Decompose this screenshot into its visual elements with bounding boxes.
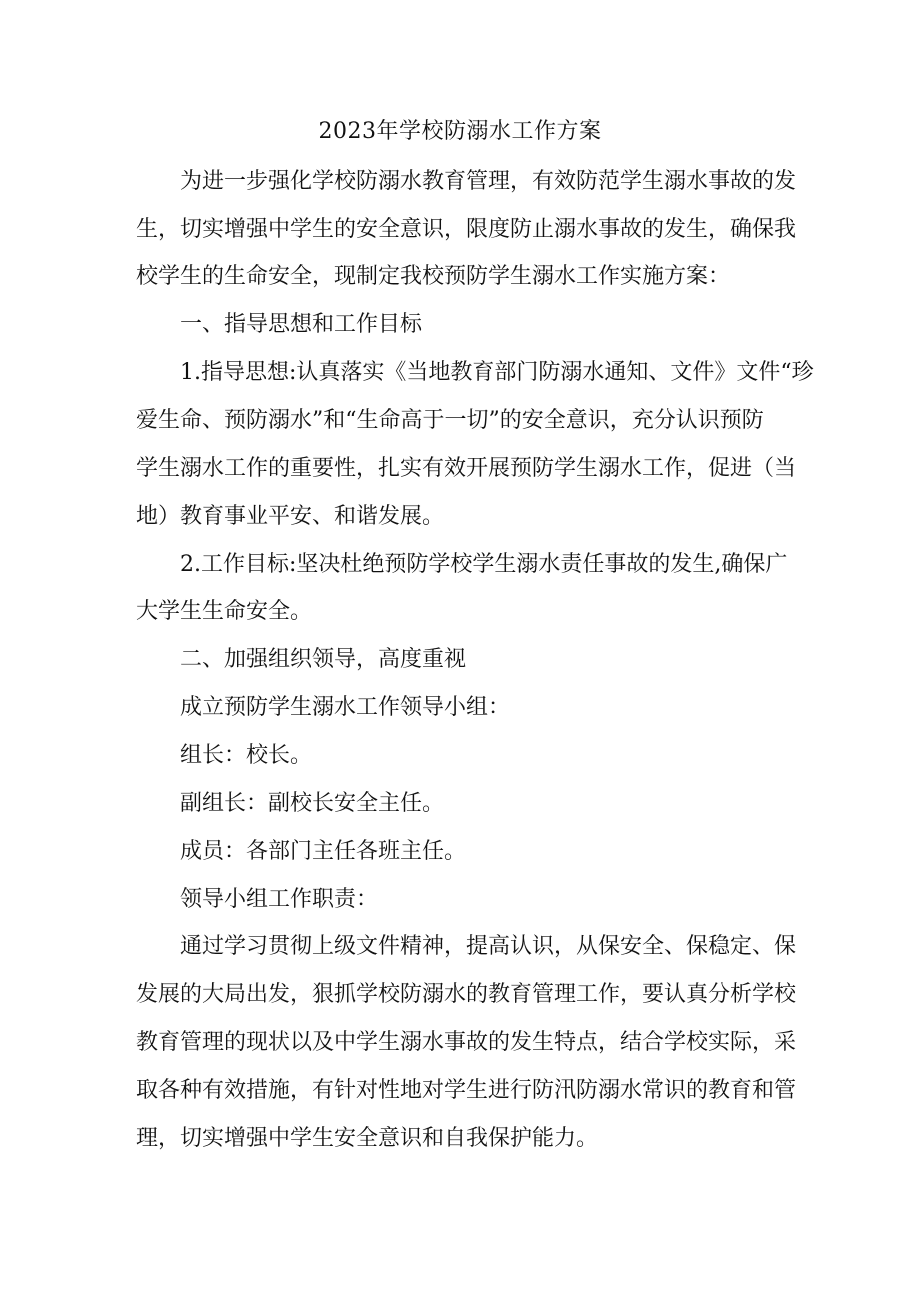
group-duties-heading: 领导小组工作职责：	[180, 887, 379, 912]
group-leader-line: 组长：校长。	[180, 743, 313, 768]
paragraph-duties-line-2: 发展的大局出发，狠抓学校防溺水的教育管理工作，要认真分析学校	[136, 982, 797, 1007]
section-heading-2: 二、加强组织领导，高度重视	[180, 647, 467, 672]
paragraph-intro-line-3: 校学生的生命安全，现制定我校预防学生溺水工作实施方案：	[136, 264, 731, 289]
group-intro-line: 成立预防学生溺水工作领导小组：	[180, 695, 511, 720]
group-members-line: 成员：各部门主任各班主任。	[180, 839, 467, 864]
paragraph-duties-line-3: 教育管理的现状以及中学生溺水事故的发生特点，结合学校实际，采	[136, 1030, 797, 1055]
paragraph-duties-line-5: 理，切实增强中学生安全意识和自我保护能力。	[136, 1126, 599, 1151]
paragraph-goal-line-2: 大学生生命安全。	[136, 599, 313, 624]
paragraph-goal-line-1: 2.工作目标:坚决杜绝预防学校学生溺水责任事故的发生,确保广	[180, 552, 788, 577]
paragraph-guiding-line-2: 爱生命、预防溺水”和“生命高于一切”的安全意识，充分认识预防	[136, 408, 764, 433]
paragraph-guiding-line-3: 学生溺水工作的重要性，扎实有效开展预防学生溺水工作，促进（当	[136, 456, 797, 481]
paragraph-intro-line-1: 为进一步强化学校防溺水教育管理，有效防范学生溺水事故的发	[180, 169, 797, 194]
paragraph-duties-line-1: 通过学习贯彻上级文件精神，提高认识，从保安全、保稳定、保	[180, 934, 797, 959]
paragraph-guiding-line-1: 1.指导思想:认真落实《当地教育部门防溺水通知、文件》文件“珍	[180, 360, 814, 385]
group-deputy-line: 副组长：副校长安全主任。	[180, 791, 445, 816]
paragraph-intro-line-2: 生，切实增强中学生的安全意识，限度防止溺水事故的发生，确保我	[136, 217, 797, 242]
document-title: 2023年学校防溺水工作方案	[318, 119, 602, 144]
section-heading-1: 一、指导思想和工作目标	[180, 312, 423, 337]
paragraph-duties-line-4: 取各种有效措施，有针对性地对学生进行防汛防溺水常识的教育和管	[136, 1078, 797, 1103]
paragraph-guiding-line-4: 地）教育事业平安、和谐发展。	[136, 504, 445, 529]
